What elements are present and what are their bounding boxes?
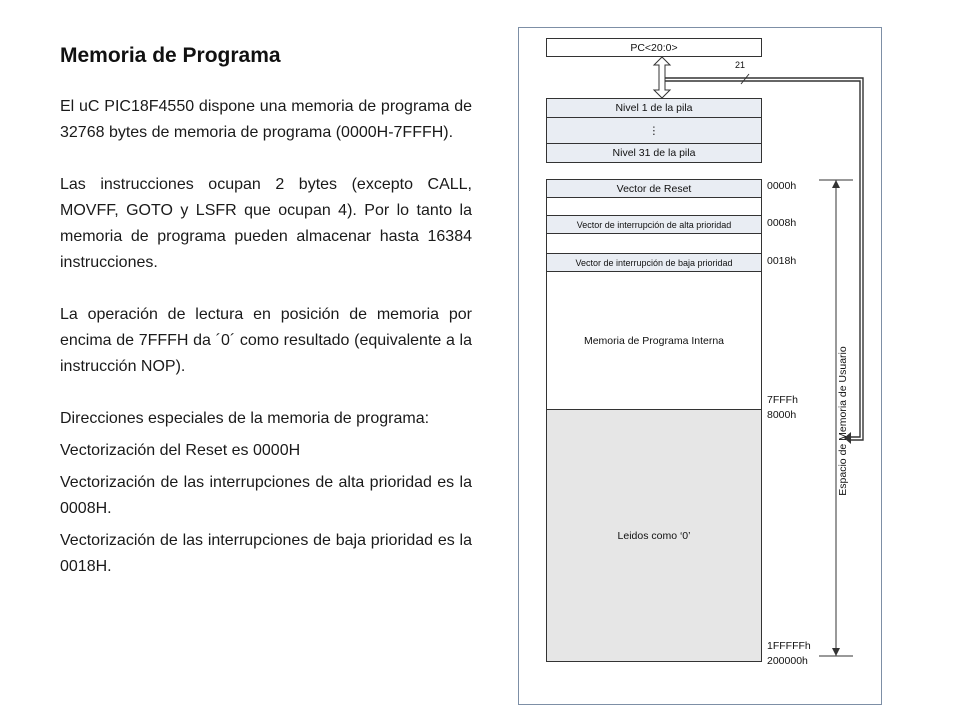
paragraph-read-beyond: La operación de lectura en posición de memoria por encima de 7FFFH da ´0´ como resultado (equivalente a la instrucción NOP). [60,306,472,375]
memory-gap-1 [546,197,762,216]
stack-level-31-box: Nivel 31 de la pila [546,143,762,163]
stack-ellipsis-box: ⋮ [546,117,762,144]
paragraph-memory-size: El uC PIC18F4550 dispone una memoria de programa de 32768 bytes de memoria de programa (0000H-7FFFH). [60,98,472,141]
low-priority-vector-box: Vector de interrupción de baja prioridad [546,253,762,272]
paragraph-reset-vector: Vectorización del Reset es 0000H [60,442,301,459]
memory-gap-2 [546,233,762,254]
bus-width-tick [741,74,749,84]
text-column [60,44,472,586]
paragraph-high-priority: Vectorización de las interrupciones de alta prioridad es la 0008H. [60,474,472,517]
memory-map-diagram [518,27,882,705]
address-1fffffh: 1FFFFFh [767,640,811,652]
paragraph-low-priority: Vectorización de las interrupciones de baja prioridad es la 0018H. [60,532,472,575]
address-0000h: 0000h [767,180,797,192]
slide-title: Memoria de Programa [60,44,281,67]
address-8000h: 8000h [767,409,797,421]
bus-width-label: 21 [735,60,746,70]
address-7fffh: 7FFFh [767,394,798,406]
stack-level-1-box: Nivel 1 de la pila [546,98,762,118]
address-0018h: 0018h [767,255,797,267]
internal-memory-box: Memoria de Programa Interna [546,271,762,410]
address-0008h: 0008h [767,217,797,229]
pc-register-box: PC<20:0> [546,38,762,57]
reset-vector-box: Vector de Reset [546,179,762,198]
paragraph-instruction-size: Las instrucciones ocupan 2 bytes (excepto CALL, MOVFF, GOTO y LSFR que ocupan 4). Por lo tanto la memoria de programa pueden almacenar hasta 16384 instrucciones. [60,176,472,271]
user-space-label: Espacio de Memoria de Usuario [837,346,849,496]
paragraph-special-addresses: Direcciones especiales de la memoria de programa: [60,410,430,427]
address-200000h: 200000h [767,655,808,667]
high-priority-vector-box: Vector de interrupción de alta prioridad [546,215,762,234]
read-as-zero-box: Leidos como ‘0’ [546,409,762,662]
